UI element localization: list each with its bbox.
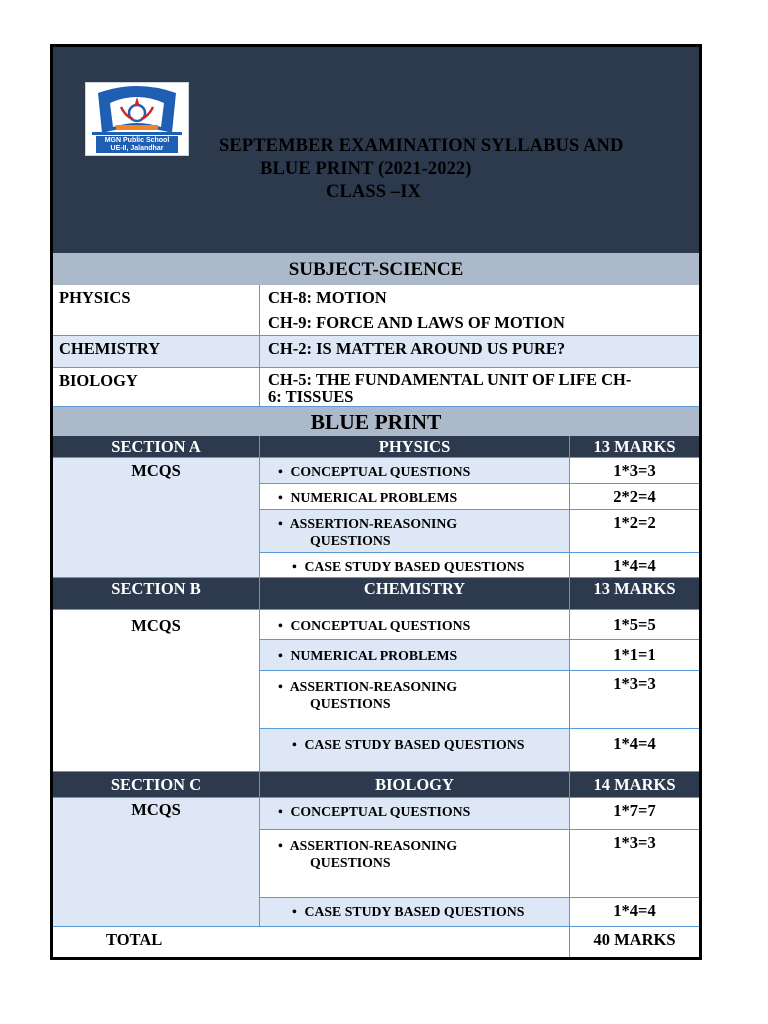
- chapter-line: 6: TISSUES: [268, 387, 354, 406]
- school-name: MGN Public School: [104, 137, 170, 144]
- syllabus-chapters-biology: [260, 368, 699, 407]
- chapter-line: CH-8: MOTION: [268, 288, 387, 307]
- bullet-icon: •: [278, 516, 283, 531]
- section-b-label: SECTION B: [53, 578, 260, 610]
- bullet-icon: •: [278, 679, 283, 694]
- question-text-continued: QUESTIONS: [310, 696, 391, 711]
- syllabus-chapters-physics: [260, 285, 699, 336]
- question-text: CONCEPTUAL QUESTIONS: [290, 618, 471, 633]
- section-a-marks: 13 MARKS: [570, 436, 699, 458]
- question-marks: 1*3=3: [570, 458, 699, 484]
- section-c-marks: 14 MARKS: [570, 772, 699, 798]
- syllabus-chapters-chemistry: [260, 336, 699, 368]
- question-type: [260, 830, 570, 898]
- question-marks: 1*4=4: [570, 898, 699, 927]
- question-marks: 1*3=3: [570, 830, 699, 898]
- syllabus-subject-physics: PHYSICS: [53, 285, 260, 336]
- bullet-icon: •: [292, 559, 297, 574]
- question-type: [260, 458, 570, 484]
- question-text: ASSERTION-REASONING: [289, 679, 458, 694]
- question-marks: 1*5=5: [570, 610, 699, 640]
- syllabus-document: [50, 44, 702, 960]
- question-text: NUMERICAL PROBLEMS: [290, 490, 458, 505]
- question-text: NUMERICAL PROBLEMS: [290, 648, 458, 663]
- question-text: ASSERTION-REASONING: [289, 838, 458, 853]
- bullet-icon: •: [278, 648, 283, 663]
- total-label: TOTAL: [53, 927, 570, 957]
- question-type: [260, 610, 570, 640]
- section-c-label: SECTION C: [53, 772, 260, 798]
- question-type: [260, 640, 570, 671]
- title-line-2: BLUE PRINT (2021-2022): [260, 159, 472, 179]
- section-a-subject: PHYSICS: [260, 436, 570, 458]
- section-b-marks: 13 MARKS: [570, 578, 699, 610]
- question-text: CASE STUDY BASED QUESTIONS: [304, 737, 525, 752]
- question-marks: 1*7=7: [570, 798, 699, 830]
- question-text: CASE STUDY BASED QUESTIONS: [304, 904, 525, 919]
- question-type: [260, 898, 570, 927]
- section-c-type: MCQS: [53, 798, 260, 927]
- question-marks: 2*2=4: [570, 484, 699, 510]
- bullet-icon: •: [278, 838, 283, 853]
- section-a-label: SECTION A: [53, 436, 260, 458]
- document-header: [53, 47, 699, 253]
- title-line-1: SEPTEMBER EXAMINATION SYLLABUS AND: [219, 136, 624, 156]
- question-marks: 1*1=1: [570, 640, 699, 671]
- question-type: [260, 484, 570, 510]
- syllabus-subject-chemistry: CHEMISTRY: [53, 336, 260, 368]
- question-marks: 1*2=2: [570, 510, 699, 553]
- question-type: [260, 553, 570, 578]
- question-text: ASSERTION-REASONING: [289, 516, 458, 531]
- chapter-line: CH-9: FORCE AND LAWS OF MOTION: [268, 313, 565, 332]
- question-type: [260, 671, 570, 729]
- bullet-icon: •: [292, 737, 297, 752]
- question-text: CASE STUDY BASED QUESTIONS: [304, 559, 525, 574]
- bullet-icon: •: [278, 464, 283, 479]
- chapter-line: CH-5: THE FUNDAMENTAL UNIT OF LIFE CH-: [268, 370, 632, 389]
- blue-print-heading: BLUE PRINT: [53, 407, 699, 436]
- question-marks: 1*4=4: [570, 729, 699, 772]
- bullet-icon: •: [278, 618, 283, 633]
- total-marks: 40 MARKS: [570, 927, 699, 957]
- question-text-continued: QUESTIONS: [310, 533, 391, 548]
- question-type: [260, 729, 570, 772]
- section-b-type: MCQS: [53, 610, 260, 772]
- question-marks: 1*4=4: [570, 553, 699, 578]
- document-title: [53, 47, 699, 253]
- syllabus-subject-biology: BIOLOGY: [53, 368, 260, 407]
- question-marks: 1*3=3: [570, 671, 699, 729]
- question-text: CONCEPTUAL QUESTIONS: [290, 804, 471, 819]
- section-c-subject: BIOLOGY: [260, 772, 570, 798]
- question-text: CONCEPTUAL QUESTIONS: [290, 464, 471, 479]
- chapter-line: CH-2: IS MATTER AROUND US PURE?: [268, 339, 566, 358]
- bullet-icon: •: [278, 804, 283, 819]
- title-line-3: CLASS –IX: [326, 182, 421, 202]
- question-text-continued: QUESTIONS: [310, 855, 391, 870]
- question-type: [260, 510, 570, 553]
- bullet-icon: •: [278, 490, 283, 505]
- section-a-type: MCQS: [53, 458, 260, 578]
- school-address: UE-II, Jalandhar: [110, 145, 164, 152]
- subject-heading: SUBJECT-SCIENCE: [53, 253, 699, 285]
- section-b-subject: CHEMISTRY: [260, 578, 570, 610]
- question-type: [260, 798, 570, 830]
- bullet-icon: •: [292, 904, 297, 919]
